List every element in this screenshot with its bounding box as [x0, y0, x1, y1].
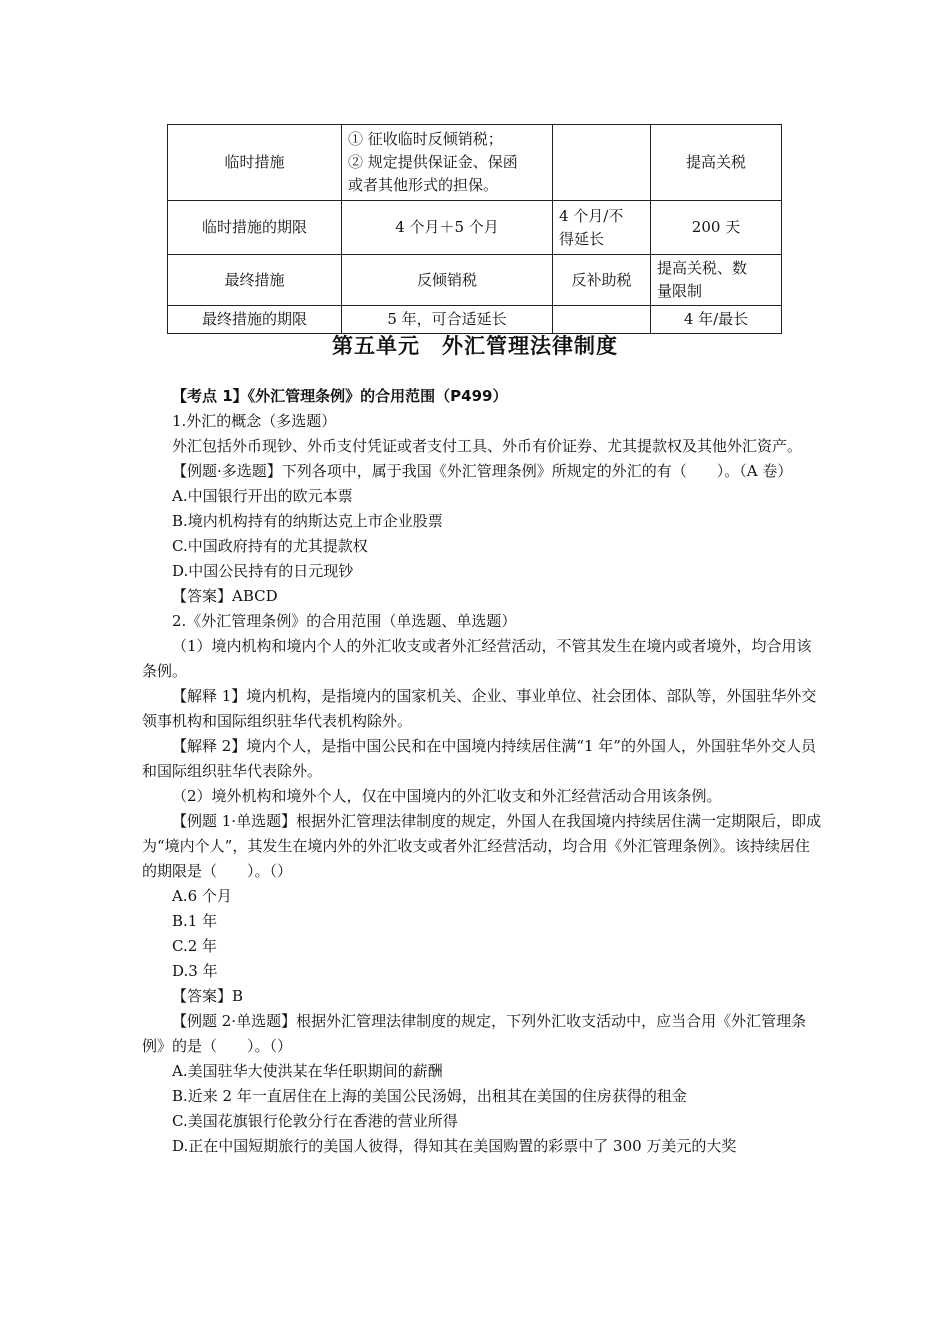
explanation-2	[142, 734, 822, 784]
answer: 【答案】B	[172, 987, 244, 1005]
cell-line: 4 个月/不	[559, 206, 624, 225]
paragraph: （1）境内机构和境内个人的外汇收支或者外汇经营活动，不管其发生在境内或者境外，均合用该条例。	[142, 637, 812, 680]
example-question	[142, 809, 822, 884]
option: C.2 年	[172, 937, 218, 955]
option: D.正在中国短期旅行的美国人彼得，得知其在美国购置的彩票中了 300 万美元的大奖	[172, 1137, 737, 1155]
cell-line: 得延长	[559, 229, 605, 248]
unit-title: 第五单元 外汇管理法律制度	[332, 334, 618, 358]
option: A.中国银行开出的欧元本票	[172, 487, 353, 505]
option: B.1 年	[172, 912, 218, 930]
option: C.美国花旗银行伦敦分行在香港的营业所得	[172, 1112, 458, 1130]
row-label: 临时措施	[168, 125, 342, 201]
option: D.3 年	[172, 962, 218, 980]
comparison-table	[167, 124, 782, 334]
explanation-label: 【解释 1】	[172, 687, 247, 705]
option: B.近来 2 年一直居住在上海的美国公民汤姆，出租其在美国的住房获得的租金	[172, 1087, 687, 1105]
example-question	[142, 1009, 822, 1059]
example-text: 根据外汇管理法律制度的规定，下列外汇收支活动中，应当合用《外汇管理条例》的是（ ）。（）	[142, 1012, 807, 1055]
table-cell: 200 天	[651, 201, 782, 255]
table-cell: 提高关税	[651, 125, 782, 201]
cell-line: 提高关税、数	[657, 259, 748, 277]
paragraph: 外汇包括外币现钞、外币支付凭证或者支付工具、外币有价证券、尤其提款权及其他外汇资产。	[172, 437, 803, 455]
table-cell: 5 年，可合适延长	[342, 306, 553, 334]
table-row	[168, 255, 782, 306]
table-cell	[553, 201, 651, 255]
explanation-text: 境内机构，是指境内的国家机关、企业、事业单位、社会团体、部队等，外国驻华外交领事机构和国际组织驻华代表机构除外。	[142, 687, 817, 730]
row-label: 最终措施	[168, 255, 342, 306]
table-cell	[553, 125, 651, 201]
cell-line: 量限制	[657, 282, 703, 300]
explanation-text: 境内个人，是指中国公民和在中国境内持续居住满“1 年”的外国人，外国驻华外交人员和国际组织驻华代表除外。	[142, 737, 816, 780]
table-cell: 反补助税	[553, 255, 651, 306]
example-label: 【例题 2·单选题】	[172, 1012, 297, 1030]
paragraph: （2）境外机构和境外个人，仅在中国境内的外汇收支和外汇经营活动合用该条例。	[172, 787, 722, 805]
option: A.美国驻华大使洪某在华任职期间的薪酬	[172, 1062, 443, 1080]
document-body	[142, 384, 822, 1159]
cell-line: ① 征收临时反倾销税；	[348, 130, 503, 148]
example-text: 根据外汇管理法律制度的规定，外国人在我国境内持续居住满一定期限后，即成为“境内个人”，其发生在境内外的外汇收支或者外汇经营活动，均合用《外汇管理条例》。该持续居住的期限是（ ）。（）	[142, 812, 822, 880]
row-label: 最终措施的期限	[168, 306, 342, 334]
table-cell: 4 年/最长	[651, 306, 782, 334]
option: A.6 个月	[172, 887, 232, 905]
option: C.中国政府持有的尤其提款权	[172, 537, 368, 555]
table-cell: 反倾销税	[342, 255, 553, 306]
subheading: 2.《外汇管理条例》的合用范围（单选题、单选题）	[172, 612, 517, 630]
answer: 【答案】ABCD	[172, 587, 278, 605]
subheading: 1.外汇的概念（多选题）	[172, 412, 337, 430]
example-question: 【例题·多选题】下列各项中，属于我国《外汇管理条例》所规定的外汇的有（ ）。（A 卷）	[172, 462, 793, 480]
explanation-1	[142, 684, 822, 734]
table-cell	[651, 255, 782, 306]
option: B.境内机构持有的纳斯达克上市企业股票	[172, 512, 443, 530]
cell-line: 或者其他形式的担保。	[348, 176, 499, 194]
section-heading: 【考点 1】《外汇管理条例》的合用范围（P499）	[172, 387, 508, 405]
row-label: 临时措施的期限	[168, 201, 342, 255]
option: D.中国公民持有的日元现钞	[172, 562, 354, 580]
cell-line: ② 规定提供保证金、保函	[348, 153, 518, 171]
example-label: 【例题 1·单选题】	[172, 812, 297, 830]
explanation-label: 【解释 2】	[172, 737, 247, 755]
table-row	[168, 125, 782, 201]
table-cell: 4 个月＋5 个月	[342, 201, 553, 255]
table-cell	[342, 125, 553, 201]
table-row	[168, 201, 782, 255]
